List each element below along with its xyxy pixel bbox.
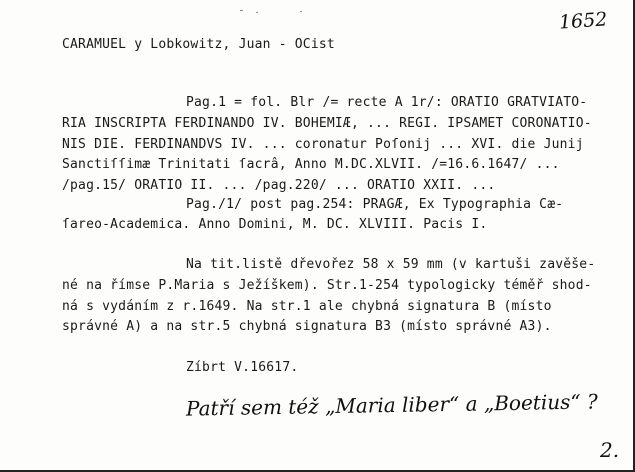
card-number: 1652 bbox=[557, 8, 608, 34]
entry-line: Pag.1 = fol. Blr /= recte A 1r/: ORATIO GRATVIATO- bbox=[186, 95, 588, 110]
entry-line: NIS DIE. FERDINANDVS IV. ... coronatur Poſonij ... XVI. die Junij bbox=[62, 137, 584, 152]
bibliography-reference: Zíbrt V.16617. bbox=[186, 360, 299, 375]
page-number: 2. bbox=[600, 438, 620, 462]
entry-line: ſareo-Academica. Anno Domini, M. DC. XLVIII. Pacis I. bbox=[62, 217, 488, 232]
note-line: ná s vydáním z r.1649. Na str.1 ale chybná signatura B (místo bbox=[62, 299, 552, 314]
handwritten-note: Patří sem též „Maria liber“ a „Boetius“ ? bbox=[185, 389, 598, 421]
speck-mark bbox=[300, 11, 302, 12]
speck-mark bbox=[256, 12, 258, 13]
entry-line: Pag./1/ post pag.254: PRAGÆ, Ex Typographia Cæ- bbox=[186, 197, 564, 212]
speck-mark bbox=[240, 10, 243, 11]
note-line: né na římse P.Maria s Ježíškem). Str.1-254 typologicky téměř shod- bbox=[62, 278, 592, 293]
entry-line: /pag.15/ ORATIO II. ... /pag.220/ ... ORATIO XXII. ... bbox=[62, 178, 496, 193]
entry-line: RIA INSCRIPTA FERDINANDO IV. BOHEMIÆ, ... REGI. IPSAMET CORONATIO- bbox=[62, 116, 592, 131]
entry-line: Sanctiſſimæ Trinitati ſacrâ, Anno M.DC.XLVII. /=16.6.1647/ ... bbox=[62, 157, 560, 172]
note-line: správné A) a na str.5 chybná signatura B3 (místo správné A3). bbox=[62, 319, 552, 334]
author-heading: CARAMUEL y Lobkowitz, Juan - OCist bbox=[62, 37, 335, 52]
note-line: Na tit.listě dřevořez 58 x 59 mm (v kartuši zavěše- bbox=[186, 257, 596, 272]
